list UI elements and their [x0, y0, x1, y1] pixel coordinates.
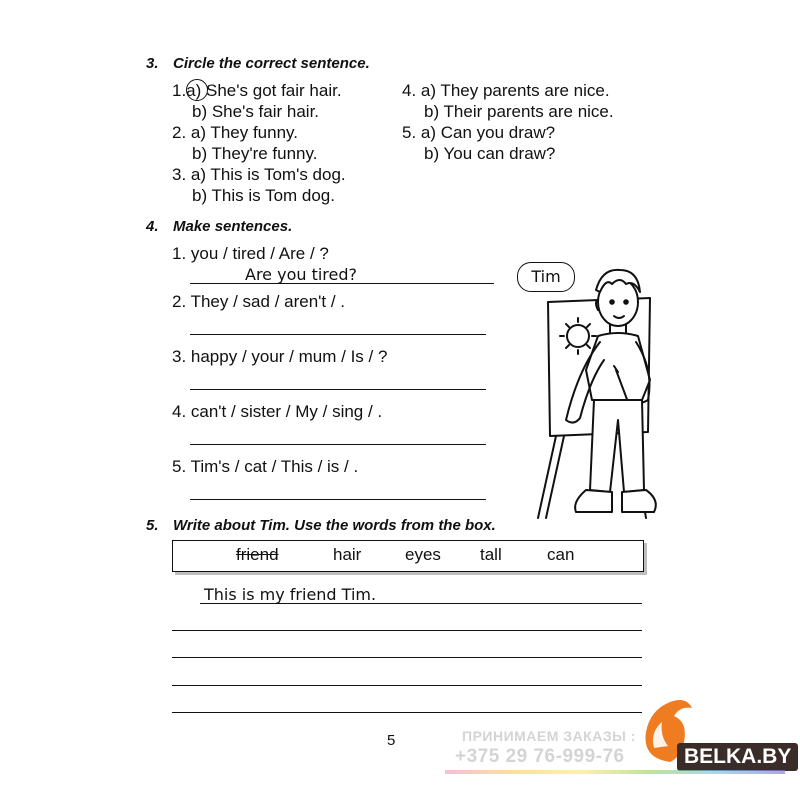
boy-at-easel-illustration: [520, 250, 670, 530]
decorative-rainbow-strip: [445, 770, 785, 774]
answer-line: [190, 389, 486, 390]
ad-phone-number: +375 29 76-999-76: [455, 746, 625, 767]
ex4-example-answer: Are you tired?: [245, 265, 358, 284]
exercise-3-number: 3.: [146, 55, 159, 72]
ad-orders-text: ПРИНИМАЕМ ЗАКАЗЫ :: [462, 728, 636, 744]
word-box-item-crossed: friend: [236, 545, 279, 564]
answer-line: [190, 283, 494, 284]
ex3-item-3-b: b) This is Tom dog.: [192, 186, 335, 205]
ex3-item-5-a: 5. a) Can you draw?: [402, 123, 556, 142]
ex3-item-1-a: 1.a) She's got fair hair.: [172, 81, 342, 100]
ex3-item-2-a: 2. a) They funny.: [172, 123, 298, 142]
word-box-item: hair: [333, 545, 362, 564]
answer-line: [190, 334, 486, 335]
ex3-item-5-b: b) You can draw?: [424, 144, 556, 163]
answer-circle-mark: [186, 79, 208, 101]
writing-line: [172, 630, 642, 631]
ex3-item-4-a: 4. a) They parents are nice.: [402, 81, 610, 100]
exercise-3-title: Circle the correct sentence.: [173, 55, 370, 72]
page-number: 5: [387, 732, 396, 749]
ex4-prompt-3: 3. happy / your / mum / Is / ?: [172, 347, 388, 366]
writing-line: [172, 712, 642, 713]
ex3-item-1-b: b) She's fair hair.: [192, 102, 320, 121]
exercise-4-title: Make sentences.: [173, 218, 293, 235]
word-box-item: eyes: [405, 545, 441, 564]
ex3-item-4-b: b) Their parents are nice.: [424, 102, 614, 121]
exercise-4-number: 4.: [146, 218, 159, 235]
belka-logo-text: BELKA.BY: [677, 743, 798, 771]
ex4-prompt-2: 2. They / sad / aren't / .: [172, 292, 346, 311]
answer-line: [190, 444, 486, 445]
answer-line: [190, 499, 486, 500]
ex5-example-answer: This is my friend Tim.: [204, 585, 377, 604]
ex4-prompt-4: 4. can't / sister / My / sing / .: [172, 402, 383, 421]
writing-line: [172, 657, 642, 658]
writing-line: [200, 603, 642, 604]
ex4-prompt-5: 5. Tim's / cat / This / is / .: [172, 457, 359, 476]
word-box-item: can: [547, 545, 575, 564]
exercise-5-number: 5.: [146, 517, 159, 534]
ex3-item-3-a: 3. a) This is Tom's dog.: [172, 165, 346, 184]
ex4-prompt-1: 1. you / tired / Are / ?: [172, 244, 329, 263]
exercise-5-title: Write about Tim. Use the words from the box.: [173, 517, 496, 534]
word-box-item: tall: [480, 545, 502, 564]
writing-line: [172, 685, 642, 686]
ex3-item-2-b: b) They're funny.: [192, 144, 318, 163]
tim-bubble-label: Tim: [531, 267, 561, 286]
